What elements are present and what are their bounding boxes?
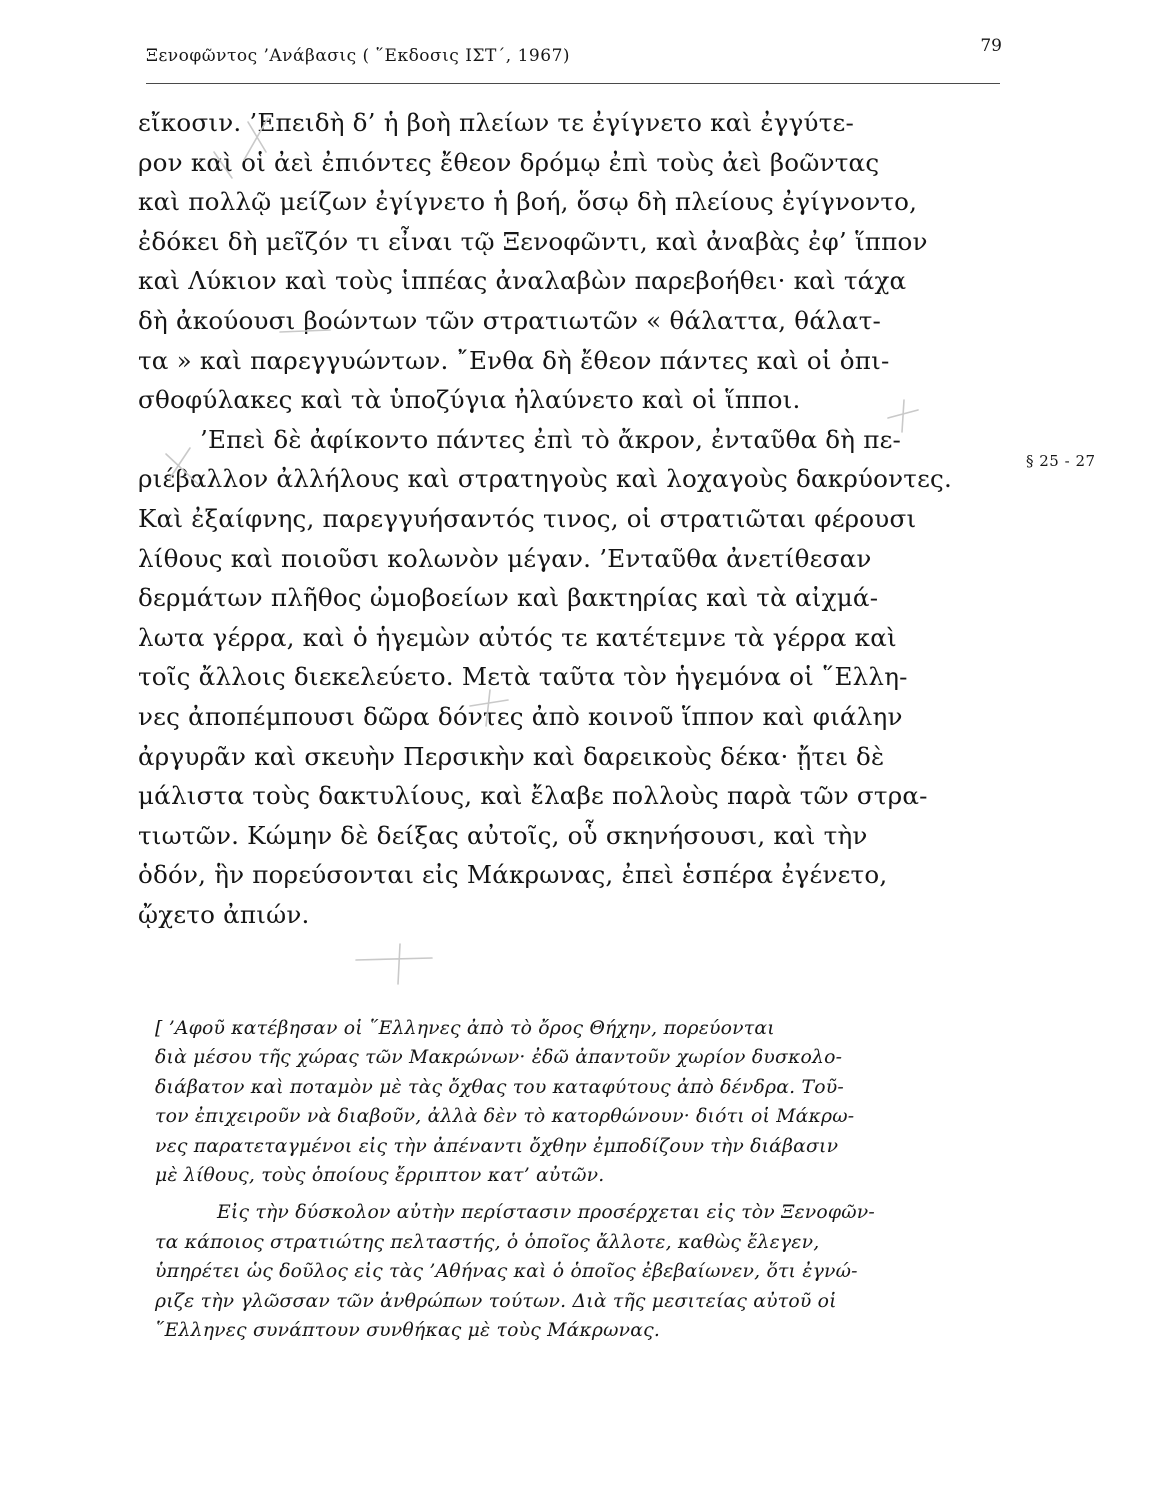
commentary-line: τα κάποιος στρατιώτης πελταστής, ὁ ὁποῖος ἄλλοτε, καθὼς ἔλεγεν, (155, 1231, 820, 1253)
text-line: λωτα γέρρα, καὶ ὁ ἡγεμὼν αὐτός τε κατέτεμνε τὰ γέρρα καὶ (138, 622, 897, 652)
commentary-line-content: Εἰς τὴν δύσκολον αὐτὴν περίστασιν προσέρχεται εἰς τὸν Ξενοφῶν- (217, 1202, 875, 1224)
text-line: νες ἀποπέμπουσι δῶρα δόντες ἀπὸ κοινοῦ ἵππον καὶ φιάλην (138, 701, 903, 731)
commentary-line: τον ἐπιχειροῦν νὰ διαβοῦν, ἀλλὰ δὲν τὸ κατορθώνουν· διότι οἱ Μάκρω- (155, 1106, 855, 1128)
text-line: τα » καὶ παρεγγυώντων. ῎Ενθα δὴ ἔθεον πάντες καὶ οἱ ὀπι- (138, 345, 890, 375)
text-line: Καὶ ἐξαίφνης, παρεγγυήσαντός τινος, οἱ στρατιῶται φέρουσι (138, 503, 917, 533)
text-line: ἐδόκει δὴ μεῖζόν τι εἶναι τῷ Ξενοφῶντι, καὶ ἀναβὰς ἐφ’ ἵππον (138, 226, 928, 256)
header-title: Ξενοφῶντος ’Ανάβασις ( ῞Εκδοσις ΙΣΤ΄, 1967) (146, 46, 571, 66)
text-line: λίθους καὶ ποιοῦσι κολωνὸν μέγαν. ’Ενταῦθα ἀνετίθεσαν (138, 543, 872, 573)
commentary-line: [ ’Αφοῦ κατέβησαν οἱ ῞Ελληνες ἀπὸ τὸ ὄρος Θήχην, πορεύονται (155, 1018, 775, 1039)
text-line: ᾤχετο ἀπιών. (138, 899, 310, 929)
text-line: μάλιστα τοὺς δακτυλίους, καὶ ἔλαβε πολλοὺς παρὰ τῶν στρα- (138, 781, 928, 811)
commentary-line: ριζε τὴν γλῶσσαν τῶν ἀνθρώπων τούτων. Διὰ τῆς μεσιτείας αὐτοῦ οἱ (155, 1290, 837, 1312)
text-line: ριέβαλλον ἀλλήλους καὶ στρατηγοὺς καὶ λοχαγοὺς δακρύοντες. (138, 464, 953, 494)
text-line: δερμάτων πλῆθος ὠμοβοείων καὶ βακτηρίας καὶ τὰ αἰχμά- (138, 583, 879, 613)
commentary-line: διὰ μέσου τῆς χώρας τῶν Μακρώνων· ἐδῶ ἀπαντοῦν χωρίον δυσκολο- (155, 1047, 843, 1069)
margin-section-note: § 25 - 27 (1026, 452, 1096, 470)
main-greek-text (138, 103, 1018, 934)
text-line: εἴκοσιν. ’Επειδὴ δ’ ἡ βοὴ πλείων τε ἐγίγνετο καὶ ἐγγύτε- (138, 108, 854, 137)
text-line: ὁδόν, ἣν πορεύσονται εἰς Μάκρωνας, ἐπεὶ ἑσπέρα ἐγένετο, (138, 860, 888, 890)
commentary-line: μὲ λίθους, τοὺς ὁποίους ἔρριπτον κατ’ αὐτῶν. (155, 1164, 605, 1186)
text-line-content: ’Επεὶ δὲ ἀφίκοντο πάντες ἐπὶ τὸ ἄκρον, ἐνταῦθα δὴ πε- (200, 424, 902, 454)
header-rule (146, 83, 1000, 84)
commentary-line: ῞Ελληνες συνάπτουν συνθήκας μὲ τοὺς Μάκρωνας. (155, 1319, 661, 1341)
commentary-line: ὑπηρέτει ὡς δοῦλος εἰς τὰς ’Αθήνας καὶ ὁ ὁποῖος ἐβεβαίωνεν, ὅτι ἐγνώ- (155, 1261, 858, 1283)
text-line: ρον καὶ οἱ ἀεὶ ἐπιόντες ἔθεον δρόμῳ ἐπὶ τοὺς ἀεὶ βοῶντας (138, 147, 880, 177)
text-line: σθοφύλακες καὶ τὰ ὑποζύγια ἠλαύνετο καὶ οἱ ἵπποι. (138, 385, 801, 415)
commentary-line (155, 1198, 1015, 1227)
text-line: καὶ Λύκιον καὶ τοὺς ἱππέας ἀναλαβὼν παρεβοήθει· καὶ τάχα (138, 266, 907, 296)
text-line: τοῖς ἄλλοις διεκελεύετο. Μετὰ ταῦτα τὸν ἡγεμόνα οἱ ῞Ελλη- (138, 662, 908, 692)
text-line: τιωτῶν. Κώμην δὲ δείξας αὐτοῖς, οὗ σκηνήσουσι, καὶ τὴν (138, 820, 868, 850)
commentary-text (155, 1014, 1015, 1345)
paragraph-gap (155, 1190, 1015, 1198)
commentary-line: νες παρατεταγμένοι εἰς τὴν ἀπέναντι ὄχθην ἐμποδίζουν τὴν διάβασιν (155, 1135, 839, 1157)
running-header (146, 36, 1006, 76)
text-line: ἀργυρᾶν καὶ σκευὴν Περσικὴν καὶ δαρεικοὺς δέκα· ᾔτει δὲ (138, 741, 885, 771)
text-line: δὴ ἀκούουσι βοώντων τῶν στρατιωτῶν « θάλαττα, θάλατ- (138, 305, 882, 335)
commentary-line: διάβατον καὶ ποταμὸν μὲ τὰς ὄχθας του καταφύτους ἀπὸ δένδρα. Τοῦ- (155, 1076, 844, 1098)
text-line: καὶ πολλῷ μείζων ἐγίγνετο ἡ βοή, ὅσῳ δὴ πλείους ἐγίγνοντο, (138, 187, 918, 217)
page-number: 79 (980, 36, 1002, 56)
text-line (138, 420, 1018, 460)
pencil-cross-mark (356, 944, 432, 984)
